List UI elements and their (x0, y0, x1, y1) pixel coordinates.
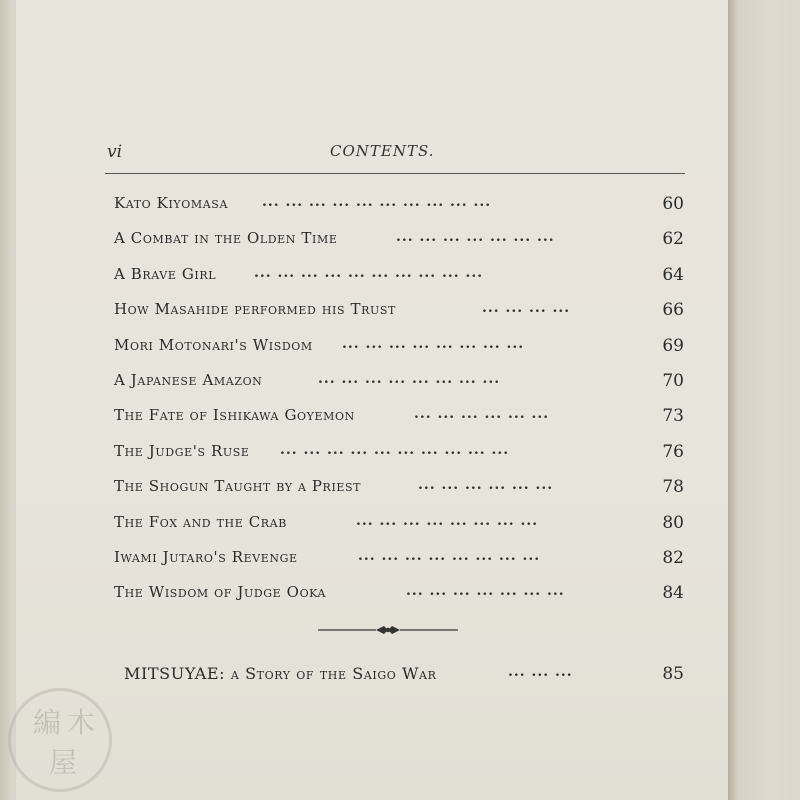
toc-entry-leader: ... ... ... ... ... ... ... ... ... ... (262, 194, 492, 210)
toc-entry-title: Mori Motonari's Wisdom (114, 335, 313, 354)
toc-entry-page: 82 (662, 547, 684, 568)
toc-entry-leader: ... ... ... (508, 664, 573, 680)
toc-entry-leader: ... ... ... ... ... ... ... (406, 583, 565, 600)
toc-entry (114, 477, 684, 512)
toc-entry-leader: ... ... ... ... ... ... ... ... (358, 547, 541, 564)
toc-entry-leader: ... ... ... ... (482, 300, 571, 317)
header-rule (105, 173, 685, 174)
toc-entry-page: 85 (662, 664, 684, 684)
toc-entry-title: A Japanese Amazon (114, 370, 263, 389)
page-folio: vi (107, 142, 123, 162)
toc-entry-leader: ... ... ... ... ... ... ... ... ... ... (280, 441, 510, 458)
toc-entry-leader: ... ... ... ... ... ... ... ... (342, 335, 525, 352)
toc-entry (114, 265, 684, 300)
adjacent-page-edge (728, 0, 800, 800)
toc-entry (114, 406, 684, 441)
toc-entry-title: How Masahide performed his Trust (114, 300, 396, 319)
toc-entry-page: 66 (662, 300, 684, 321)
toc-entry-leader: ... ... ... ... ... ... ... ... ... ... (254, 264, 484, 281)
toc-entry-page: 84 (662, 583, 684, 604)
toc-entry (114, 513, 684, 548)
toc-entry-title: The Fox and the Crab (114, 512, 287, 531)
toc-entry-page: 80 (662, 512, 684, 533)
toc-entry-title: MITSUYAE: a Story of the Saigo War (124, 664, 437, 683)
toc-entry (114, 300, 684, 335)
toc-entry-leader: ... ... ... ... ... ... ... ... (356, 512, 539, 529)
toc-entry (114, 583, 684, 618)
toc-entry-leader: ... ... ... ... ... ... (418, 477, 554, 494)
toc-entry-page: 73 (662, 406, 684, 427)
toc-entry-title: The Judge's Ruse (114, 441, 250, 460)
toc-entry-page: 69 (662, 335, 684, 356)
toc-entry-leader: ... ... ... ... ... ... ... (396, 229, 555, 246)
toc-entry-leader: ... ... ... ... ... ... (414, 406, 550, 423)
toc-entry-title: The Wisdom of Judge Ooka (114, 583, 327, 602)
toc-entry-title: A Brave Girl (114, 264, 217, 283)
toc-entry-page: 62 (662, 229, 684, 250)
toc-final-entry (124, 664, 684, 694)
toc-entry-title: Kato Kiyomasa (114, 194, 228, 212)
toc-entry-leader: ... ... ... ... ... ... ... ... (318, 370, 501, 387)
toc-entry (114, 194, 684, 229)
toc-entry-page: 64 (662, 264, 684, 285)
table-of-contents (114, 194, 684, 619)
toc-entry-page: 70 (662, 370, 684, 391)
toc-entry-title: A Combat in the Olden Time (114, 229, 338, 248)
running-head: CONTENTS. (330, 142, 435, 160)
toc-entry (114, 336, 684, 371)
toc-entry-title: The Fate of Ishikawa Goyemon (114, 406, 355, 425)
toc-entry (114, 371, 684, 406)
toc-entry (114, 442, 684, 477)
toc-entry (114, 548, 684, 583)
toc-entry (114, 229, 684, 264)
toc-entry-title: Iwami Jutaro's Revenge (114, 547, 298, 566)
section-ornament (318, 622, 458, 638)
toc-entry-page: 76 (662, 441, 684, 462)
watermark-seal: 編 木 屋 (8, 688, 112, 792)
toc-entry-page: 78 (662, 477, 684, 498)
toc-entry-title: The Shogun Taught by a Priest (114, 477, 362, 496)
toc-entry-page: 60 (662, 194, 684, 214)
